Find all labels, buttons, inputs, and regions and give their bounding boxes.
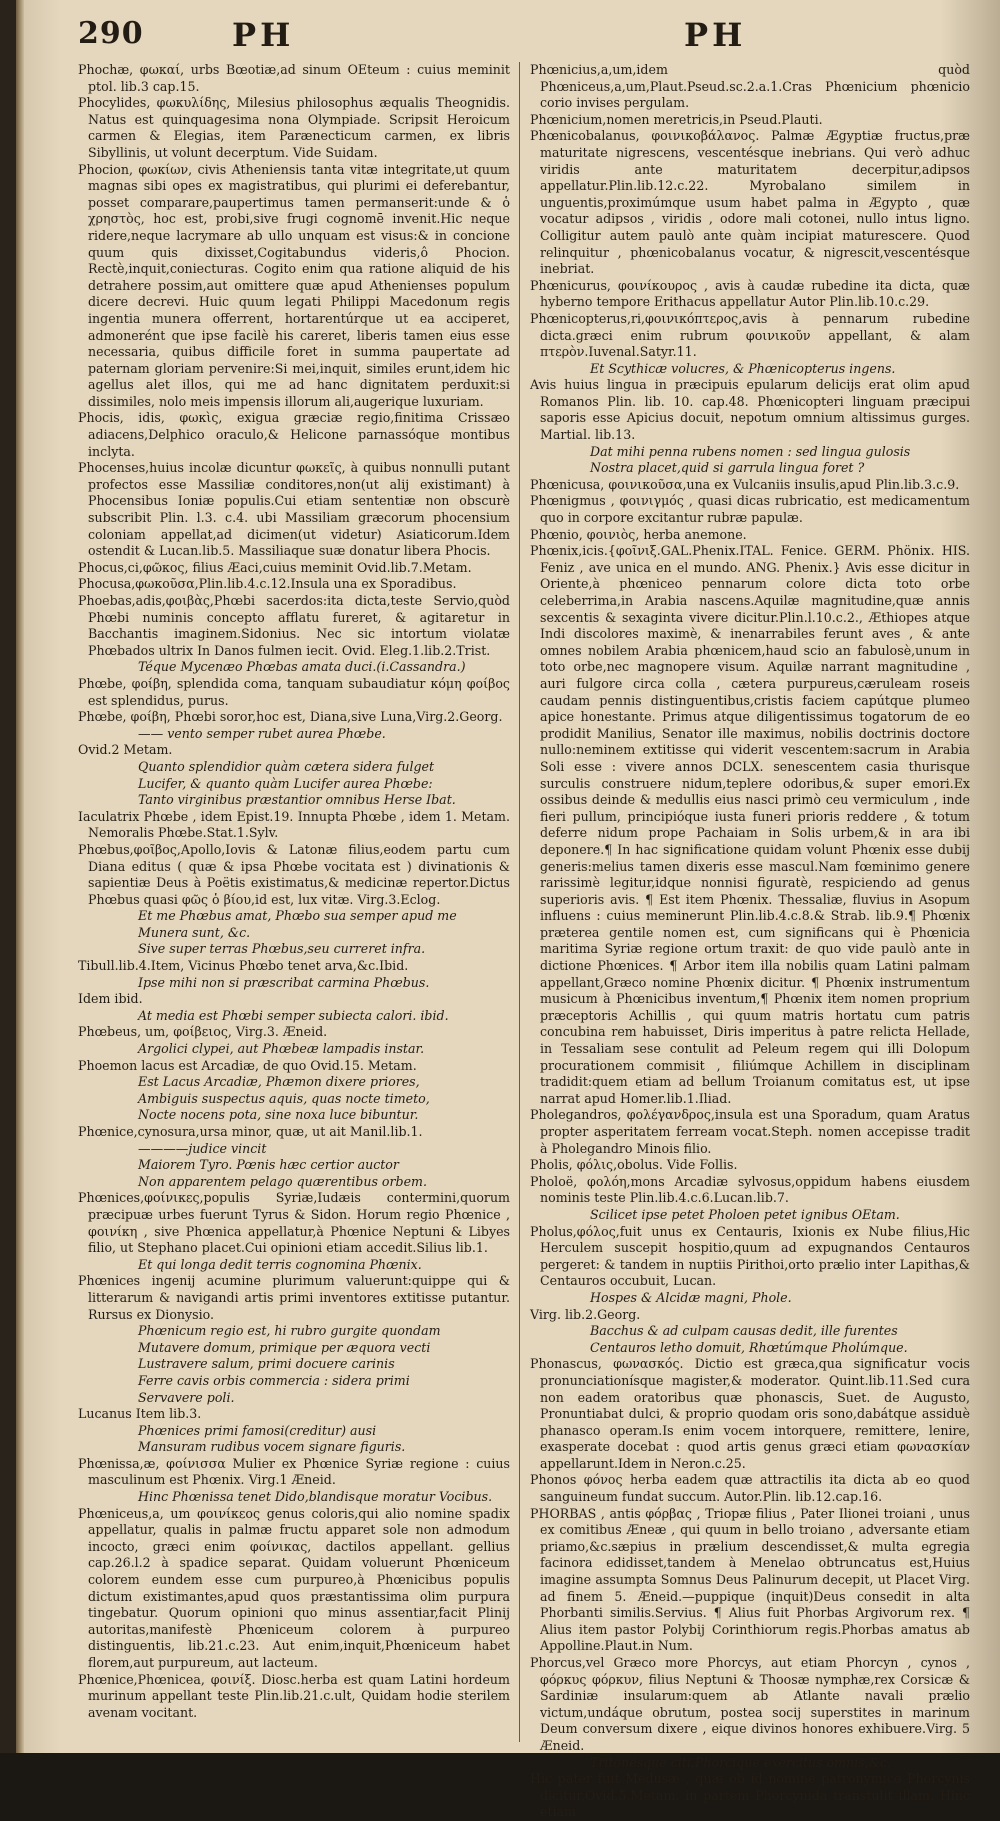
left-column	[78, 62, 510, 1744]
dictionary-entry: Ovid.2 Metam.	[78, 742, 173, 758]
dictionary-entry: Phonascus, φωνασκός. Dictio est græca,qua significatur vocis pronunciationísque magister,& moderator. Quint.lib.11.Sed cura non eadem oratoribus quæ phonascis, Suet. de Augusto, Pronuntiabat dulci, & proprio quodam oris sono,dabátque assiduè phanasco operam.Is enim vocem intorquere, remittere, lenire, exasperate docebat : quod artis genus græci etiam φωνασκίαν appellarunt.Idem in Neron.c.25.	[530, 1356, 970, 1471]
dictionary-entry: Phoemon lacus est Arcadiæ, de quo Ovid.15. Metam.	[78, 1057, 417, 1073]
dictionary-entry: Phœbus,φοῖβος,Apollo,Iovis & Latonæ filius,eodem partu cum Diana editus ( quæ & ipsa Phœbe vocitata est ) divinationis & sapientiæ Deus à Poëtis existimatus,& medicinæ repertor.Dictus Phœbus quasi φῶς ὁ βίου,id est, lux vitæ. Virg.3.Eclog.	[78, 841, 510, 907]
verse-quotation: —— vento semper rubet aurea Phœbe.	[138, 725, 386, 741]
dictionary-entry: Phœnicobalanus, φοινικοβάλανος. Palmæ Ægyptiæ fructus,præ maturitate nigrescens, vescentésque inebrians. Qui verò adhuc viridis ante maturitatem decerpitur,adipsos appellatur.Plin.lib.12.c.22. Myrobalano similem in unguentis,proximúmque usum habet palma in Ægypto , quæ vocatur adipsos , viridis , odore mali cotonei, nullo intus ligno. Colligitur autem paulò ante quàm incipiat maturescere. Quod relinquitur , phœnicobalanus vocatur, & nigrescit,vescentésque inebriat.	[530, 128, 970, 277]
verse-quotation: Argolici clypei, aut Phœbeæ lampadis instar.	[138, 1041, 425, 1057]
dictionary-entry: Phorcus,vel Græco more Phorcys, aut etiam Phorcyn , cynos , φόρκυς φόρκυν, filius Neptuni & Thoosæ nymphæ,rex Corsicæ & Sardiniæ insularum:quem ab Atlante navali prælio victum,undáque obrutum, postea socij superstites in marinum Deum conversum dixere , eique divinos honores exhibuere.Virg. 5 Æneid.	[530, 1655, 970, 1753]
verse-quotation: Phœnices primi famosi(creditur) ausi	[138, 1422, 377, 1438]
page-binding-edge	[0, 0, 16, 1753]
dictionary-entry: Phœnigmus , φοινιγμός , quasi dicas rubricatio, est medicamentum quo in corpore excitantur rubræ papulæ.	[530, 493, 970, 526]
verse-quotation: Et qui longa dedit terris cognomina Phœnix.	[138, 1256, 422, 1272]
dictionary-entry: Phœnio, φοινιὸς, herba anemone.	[530, 526, 747, 542]
dictionary-entry: Phocus,ci,φῶκος, filius Æaci,cuius meminit Ovid.lib.7.Metam.	[78, 559, 472, 575]
dictionary-entry: Pholis, φόλις,obolus. Vide Follis.	[530, 1157, 738, 1173]
column-divider	[519, 62, 520, 1742]
verse-quotation: Lustravere salum, primi docuere carinis	[138, 1356, 395, 1372]
dictionary-entry: Phœnice,Phœnicea, φοινίξ. Diosc.herba est quam Latini hordeum murinum appellant teste Plin.lib.21.c.ult, Quidam hodie sterilem avenam vocitant.	[78, 1671, 510, 1720]
dictionary-entry: Phœbe, φοίβη, Phœbi soror,hoc est, Diana,sive Luna,Virg.2.Georg.	[78, 709, 503, 725]
verse-quotation: Hospes & Alcidæ magni, Phole.	[590, 1289, 792, 1305]
verse-quotation: Maiorem Tyro. Pœnis hæc certior auctor	[138, 1157, 399, 1173]
dictionary-entry: Phœnicius,a,um,idem quòd Phœniceus,a,um,Plaut.Pseud.sc.2.a.1.Cras Phœnicium phœnicio corio invises pergulam.	[530, 62, 970, 111]
verse-quotation: Ambiguis suspectus aquis, quas nocte timeto,	[138, 1090, 430, 1106]
verse-quotation: Hinc Phœnissa tenet Dido,blandisque moratur Vocibus.	[138, 1489, 493, 1505]
verse-quotation: Phœnicum regio est, hi rubro gurgite quondam	[138, 1323, 441, 1339]
dictionary-entry: Phoebas,adis,φοιβὰς,Phœbi sacerdos:ita dicta,teste Servio,quòd Phœbi numinis concepto afflatu fureret, & agitaretur in Bacchantis imaginem.Sidonius. Nec sic intortum violatæ Phœbados ultrix In Danos fulmen iecit. Ovid. Eleg.1.lib.2.Trist.	[78, 593, 510, 658]
dictionary-entry: PHORBAS , antis φόρβας , Triopæ filius , Pater Ilionei troiani , unus ex comitibus Æneæ , qui quum in bello troiano , adversante etiam priamo,&c.sæpius in prælium descendisset,& multa egregia facinora edidisset,tandem à Menelao obtruncatus est,Huius imagine assumpta Somnus Deus Palinurum decepit, ut Placet Virg. ad finem 5. Æneid.—puppique (inquit)Deus consedit in alta Phorbanti similis.Servius. ¶ Alius fuit Phorbas Argivorum rex. ¶ Alius item pastor Polybij Corinthiorum regis.Phorbas amatus ab Appolline.Plaut.in Num.	[530, 1505, 970, 1654]
dictionary-entry: Phocylides, φωκυλίδης, Milesius philosophus æqualis Theognidis. Natus est quinquagesima nona Olympiade. Scripsit Heroicum carmen & Elegias, item Parænecticum carmen, ex libris Sibyllinis, ut volunt decerptum. Vide Suidam.	[78, 95, 510, 160]
dictionary-entry: Phœnicopterus,ri,φοινικόπτερος,avis à pennarum rubedine dicta.græci enim rubrum φοινικοῦν appellant, & alam πτερὸν.Iuvenal.Satyr.11.	[530, 310, 970, 360]
right-column	[530, 62, 970, 1820]
verse-quotation: Mutavere domum, primique per æquora vecti	[138, 1339, 431, 1355]
verse-quotation: Ipse mihi non si præscribat carmina Phœbus.	[138, 974, 430, 990]
dictionary-entry: Phœnicium,nomen meretricis,in Pseud.Plauti.	[530, 111, 823, 127]
verse-quotation: Nocte nocens pota, sine noxa luce bibuntur.	[138, 1107, 419, 1123]
verse-quotation: Servavere poli.	[138, 1389, 235, 1405]
dictionary-entry: Phœnices,φοίνικες,populis Syriæ,Iudæis contermini,quorum præcipuæ urbes fuerunt Tyrus & Sidon. Horum regio Phœnice , φοινίκη , sive Phœnica appellatur,à Phœnice Neptuni & Libyes filio, ut Stephano placet.Cui opinioni etiam accedit.Silius lib.1.	[78, 1190, 510, 1256]
dictionary-entry: Pholegandros, φολέγανδρος,insula est una Sporadum, quam Aratus propter asperitatem ferream vocat.Steph. nomen accepisse tradit à Pholegandro Minois filio.	[530, 1107, 970, 1156]
verse-quotation: Bacchus & ad culpam causas dedit, ille furentes	[590, 1323, 898, 1339]
running-head-right: PH	[684, 16, 747, 54]
dictionary-entry: Phœnicusa, φοινικοῦσα,una ex Vulcaniis insulis,apud Plin.lib.3.c.9.	[530, 476, 960, 492]
verse-quotation: Ferre cavis orbis commercia : sidera primi	[138, 1372, 410, 1388]
verse-quotation: Tritonésque citi,Phorcique exercitus omnis,&c.	[590, 1754, 891, 1770]
running-head-left: PH	[232, 16, 295, 54]
verse-quotation: Quanto splendidior quàm cætera sidera fulget	[138, 758, 435, 774]
verse-quotation: Scilicet ipse petet Pholoen petet ignibus OEtam.	[590, 1206, 900, 1222]
dictionary-entry: Phœnicurus, φοινίκουρος , avis à caudæ rubedine ita dicta, quæ hyberno tempore Erithacus appellatur Autor Plin.lib.10.c.29.	[530, 277, 970, 310]
verse-quotation: Munera sunt, &c.	[138, 924, 251, 940]
dictionary-entry: Phœbeus, um, φοίβειος, Virg.3. Æneid.	[78, 1024, 328, 1040]
verse-quotation: At media est Phœbi semper subiecta calori. ibid.	[138, 1007, 449, 1023]
verse-quotation: Et me Phœbus amat, Phœbo sua semper apud me	[138, 908, 457, 924]
verse-quotation: Nostra placet,quid si garrula lingua foret ?	[590, 460, 865, 476]
dictionary-entry: Lucanus Item lib.3.	[78, 1406, 202, 1422]
verse-quotation: Mansuram rudibus vocem signare figuris.	[138, 1439, 406, 1455]
verse-quotation: Dat mihi penna rubens nomen : sed lingua gulosis	[590, 443, 911, 459]
dictionary-entry: Phocis, idis, φωκὶς, exigua græciæ regio,finitima Crissæo adiacens,Delphico oraculo,& Helicone parnassóque montibus inclyta.	[78, 410, 510, 459]
dictionary-entry: Phochæ, φωκαί, urbs Bœotiæ,ad sinum OEteum : cuius meminit ptol. lib.3 cap.15.	[78, 62, 510, 94]
dictionary-entry: Phœnices ingenij acumine plurimum valuerunt:quippe qui & litterarum & navigandi artis primi inventores extitisse putantur. Rursus ex Dionysio.	[78, 1273, 510, 1322]
dictionary-entry: Pholus,φόλος,fuit unus ex Centauris, Ixionis ex Nube filius,Hic Herculem suscepit hospitio,quum ad expugnandos Centauros pergeret: & tandem in nuptiis Pirithoi,orto prælio inter Lapithas,& Centauros occubuit, Lucan.	[530, 1223, 970, 1289]
dictionary-entry: Virg. lib.2.Georg.	[530, 1306, 641, 1322]
verse-quotation: Tanto virginibus præstantior omnibus Herse Ibat.	[138, 792, 456, 808]
dictionary-entry: Iaculatrix Phœbe , idem Epist.19. Innupta Phœbe , idem 1. Metam. Nemoralis Phœbe.Stat.1.Sylv.	[78, 808, 510, 841]
dictionary-entry: Tibull.lib.4.Item, Vicinus Phœbo tenet arva,&c.Ibid.	[78, 958, 409, 974]
dictionary-entry: Phocusa,φωκοῦσα,Plin.lib.4.c.12.Insula una ex Sporadibus.	[78, 576, 457, 592]
verse-quotation: Centauros letho domuit, Rhœtúmque Pholúmque.	[590, 1339, 908, 1355]
dictionary-entry: Avis huius lingua in præcipuis epularum delicijs erat olim apud Romanos Plin. lib. 10. cap.48. Phœnicopteri linguam præcipui saporis esse Apicius docuit, nepotum omnium altissimus gurges. Martial. lib.13.	[530, 377, 970, 443]
page-number: 290	[78, 16, 144, 51]
verse-quotation: Sive super terras Phœbus,seu curreret infra.	[138, 941, 426, 957]
dictionary-entry: Phonos φόνος herba eadem quæ attractilis ita dicta ab eo quod sanguineum fundat succum. Autor.Plin. lib.12.cap.16.	[530, 1472, 970, 1505]
dictionary-entry: Phœniceus,a, um φοινίκεος genus coloris,qui alio nomine spadix appellatur, qualis in palmæ fructu apparet sole non admodum incocto, græci enim φοίνικας, dactilos appellant. gellius cap.26.l.2 à spadice separat. Quidam voluerunt Phœniceum colorem eundem esse cum purpureo,à Phœnicibus populis dictum existimantes,apud quos præstantissima olim purpura tingebatur. Quorum opinioni quo minus assentiar,facit Plinij autoritas,manifestè Phœniceum colorem à purpureo distinguentis, lib.21.c.23. Aut enim,inquit,Phœniceum habet florem,aut purpureum, aut lacteum.	[78, 1505, 510, 1670]
dictionary-entry: Phocion, φωκίων, civis Atheniensis tanta vitæ integritate,ut quum magnas sibi opes ex magistratibus, qui plurimi ei deferebantur, posset comparare,paupertimus tamen permanserit:unde & ὁ χρηστὸς, hoc est, probi,sive frugi cognomē invenit.Hic neque ridere,neque lacrymare ab ullo unquam est visus:& in concione quum quis dixisset,Cogitabundus videris,ô Phocion. Rectè,inquit,coniecturas. Cogito enim qua ratione aliquid de his detrahere possim,aut omittere quæ apud Athenienses populum dicere decrevi. Huic quum legati Philippi Macedonum regis ingentia munera offerrent, hortarentúrque ut ea acciperet, admonerént que ipse facilè his careret, liberis tamen eius esse necessaria, quibus difficile foret in summa paupertate ad paternam gloriam pervenire:Si mei,inquit, similes erunt,idem hic agellus alet illos, qui me ad hanc dignitatem perduxit:si dissimiles, nolo meis impensis illorum ali,augerique luxuriam.	[78, 161, 510, 409]
verse-quotation: Est Lacus Arcadiæ, Phæmon dixere priores,	[138, 1074, 420, 1090]
page-binding-shadow	[16, 0, 24, 1753]
dictionary-entry: Phœnice,cynosura,ursa minor, quæ, ut ait Manil.lib.1.	[78, 1124, 423, 1139]
dictionary-entry: Hic pater fuit Medusæ , quæ ob id nomine patronymico Phorcynis dicitur,Ovid.5.Metam. in partem Phorcynida transtulit illam. Hinc etiam	[530, 1771, 970, 1820]
dictionary-entry: Phœnix,icis.{φοῖνιξ.GAL.Phenix.ITAL. Fenice. GERM. Phönix. HIS. Feniz , ave unica en el mundo. ANG. Phenix.} Avis esse dicitur in Oriente,à phœniceo pennarum colore dicta toto orbe celeberrima,in Arabia nascens.Aquilæ magnitudine,quæ annis sexcentis & sexaginta vivere dicitur.Plin.l.10.c.2., Æthiopes atque Indi discolores maximè, & inenarrabiles ferunt aves , & ante omnes nobilem Arabia phœnicem,haud scio an fabulosè,unum in toto orbe,nec magnopere visum. Aquilæ narrant magnitudine , auri fulgore circa colla , cætera purpureus,cæruleam roseis caudam pennis distinguentibus,cristis faciem capútque plumeo apice honestante. Primus atque diligentissimus togatorum de eo prodidit Manilius, Senator ille maximus, nobilis doctrinis doctore nullo:neminem extitisse qui viderit vescentem:sacrum in Arabia Soli esse : vivere annos DCLX. senescentem casia thurisque surculis construere nidum,teplere odoribus,& super emori.Ex ossibus deinde & medullis eius nasci primò ceu vermiculum , inde fieri pullum, principióque iusta funeri prioris reddere , & totum deferre nidum prope Pachaiam in Solis urbem,& in ara ibi deponere.¶ In hac significatione quidam volunt Phœnix esse dubij generis:melius tamen dixeris esse mascul.Nam fœminimo genere rarissimè legitur,idque nonnisi figuratè, respiciendo ad genus superioris avis. ¶ Est item Phœnix. Thessaliæ, fluvius in Asopum influens : cuius meminerunt Plin.lib.4.c.8.& Strab. lib.9.¶ Phœnix præterea gentile nomen est, cum significans qui è Phœnicia maritima Syriæ regione ortum traxit: de quo vide paulò ante in dictione Phœnices. ¶ Arbor item illa nobilis quam Latini palmam appellant,Græco nomine Phœnix dicitur. ¶ Phœnix instrumentum musicum à Phœnicibus inventum,¶ Phœnix item nomen proprium præceptoris Achillis , qui quum matris hortatu cum patris concubina rem habuisset, Diris imperitus à patre relicta Hellade, in Tessaliam sese contulit ad Peleum regem qui illi Dolopum procurationem commisit , filiúmque Achillem in disciplinam tradidit:quem etiam ad bellum Troianum comitatus est, ut ipse narrat apud Homer.lib.1.Iliad.	[530, 543, 970, 1106]
verse-quotation: Non apparentem pelago quærentibus orbem.	[138, 1173, 427, 1189]
verse-quotation: Et Scythicæ volucres, & Phœnicopterus ingens.	[590, 360, 896, 376]
verse-quotation: ————judice vincit	[138, 1140, 267, 1156]
verse-quotation: Téque Mycenæo Phœbas amata duci.(i.Cassandra.)	[138, 659, 466, 675]
dictionary-entry: Pholoë, φολόη,mons Arcadiæ sylvosus,oppidum habens eiusdem nominis teste Plin.lib.4.c.6.Lucan.lib.7.	[530, 1173, 970, 1206]
dictionary-entry: Phœbe, φοίβη, splendida coma, tanquam subaudiatur κόμη φοίβος est splendidus, purus.	[78, 675, 510, 708]
dictionary-entry: Idem ibid.	[78, 991, 143, 1007]
dictionary-entry: Phocenses,huius incolæ dicuntur φωκεῖς, à quibus nonnulli putant profectos esse Massiliæ conditores,non(ut alij existimant) à Phocensibus Ioniæ populis.Cui etiam sententiæ non obscurè subscribit Plin. l.3. c.4. ubi Massiliam græcorum phocensium coloniam appellat,ad dicimen(ut videtur) Asiaticorum.Idem ostendit & Lucan.lib.5. Massiliaque suæ donatur libera Phocis.	[78, 460, 510, 559]
dictionary-entry: Phœnissa,æ, φοίνισσα Mulier ex Phœnice Syriæ regione : cuius masculinum est Phœnix. Virg.1 Æneid.	[78, 1455, 510, 1488]
verse-quotation: Lucifer, & quanto quàm Lucifer aurea Phœbe:	[138, 775, 433, 791]
